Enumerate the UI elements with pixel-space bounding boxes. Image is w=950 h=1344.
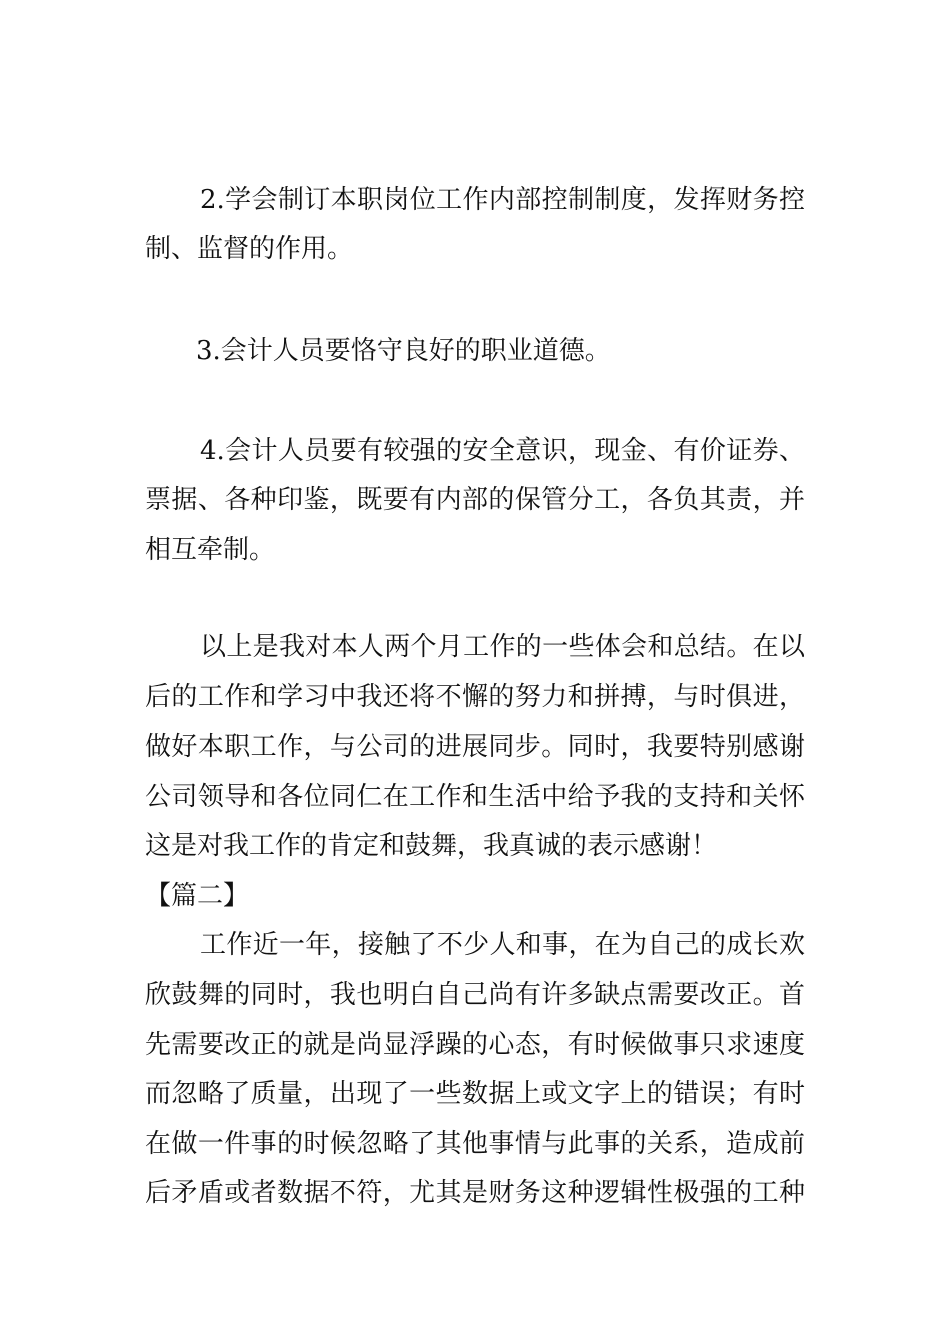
section-heading: 【篇二】 — [145, 881, 250, 911]
summary-line-3: 做好本职工作，与公司的进展同步。同时，我要特别感谢 — [145, 732, 805, 762]
summary-line-2: 后的工作和学习中我还将不懈的努力和拼搏，与时俱进， — [145, 682, 805, 712]
summary-line-1: 以上是我对本人两个月工作的一些体会和总结。在以 — [200, 632, 805, 662]
paragraph-4-line-2: 票据、各种印鉴，既要有内部的保管分工，各负其责，并 — [145, 485, 805, 515]
part2-line-5: 在做一件事的时候忽略了其他事情与此事的关系，造成前 — [145, 1129, 805, 1159]
paragraph-4-line-3: 相互牵制。 — [145, 535, 276, 565]
summary-line-4: 公司领导和各位同仁在工作和生活中给予我的支持和关怀 — [145, 782, 805, 812]
part2-line-3: 先需要改正的就是尚显浮躁的心态，有时候做事只求速度 — [145, 1030, 805, 1060]
part2-line-2: 欣鼓舞的同时，我也明白自己尚有许多缺点需要改正。首 — [145, 980, 805, 1010]
part2-line-6: 后矛盾或者数据不符，尤其是财务这种逻辑性极强的工种 — [145, 1178, 805, 1208]
part2-line-1: 工作近一年，接触了不少人和事，在为自己的成长欢 — [200, 930, 805, 960]
paragraph-2-line-1: 2.学会制订本职岗位工作内部控制制度，发挥财务控 — [200, 185, 805, 215]
paragraph-3-line-1: 3.会计人员要恪守良好的职业道德。 — [196, 336, 611, 366]
summary-line-5: 这是对我工作的肯定和鼓舞，我真诚的表示感谢！ — [145, 831, 718, 861]
paragraph-4-line-1: 4.会计人员要有较强的安全意识，现金、有价证券、 — [200, 436, 805, 466]
part2-line-4: 而忽略了质量，出现了一些数据上或文字上的错误；有时 — [145, 1079, 805, 1109]
paragraph-2-line-2: 制、监督的作用。 — [145, 234, 354, 264]
